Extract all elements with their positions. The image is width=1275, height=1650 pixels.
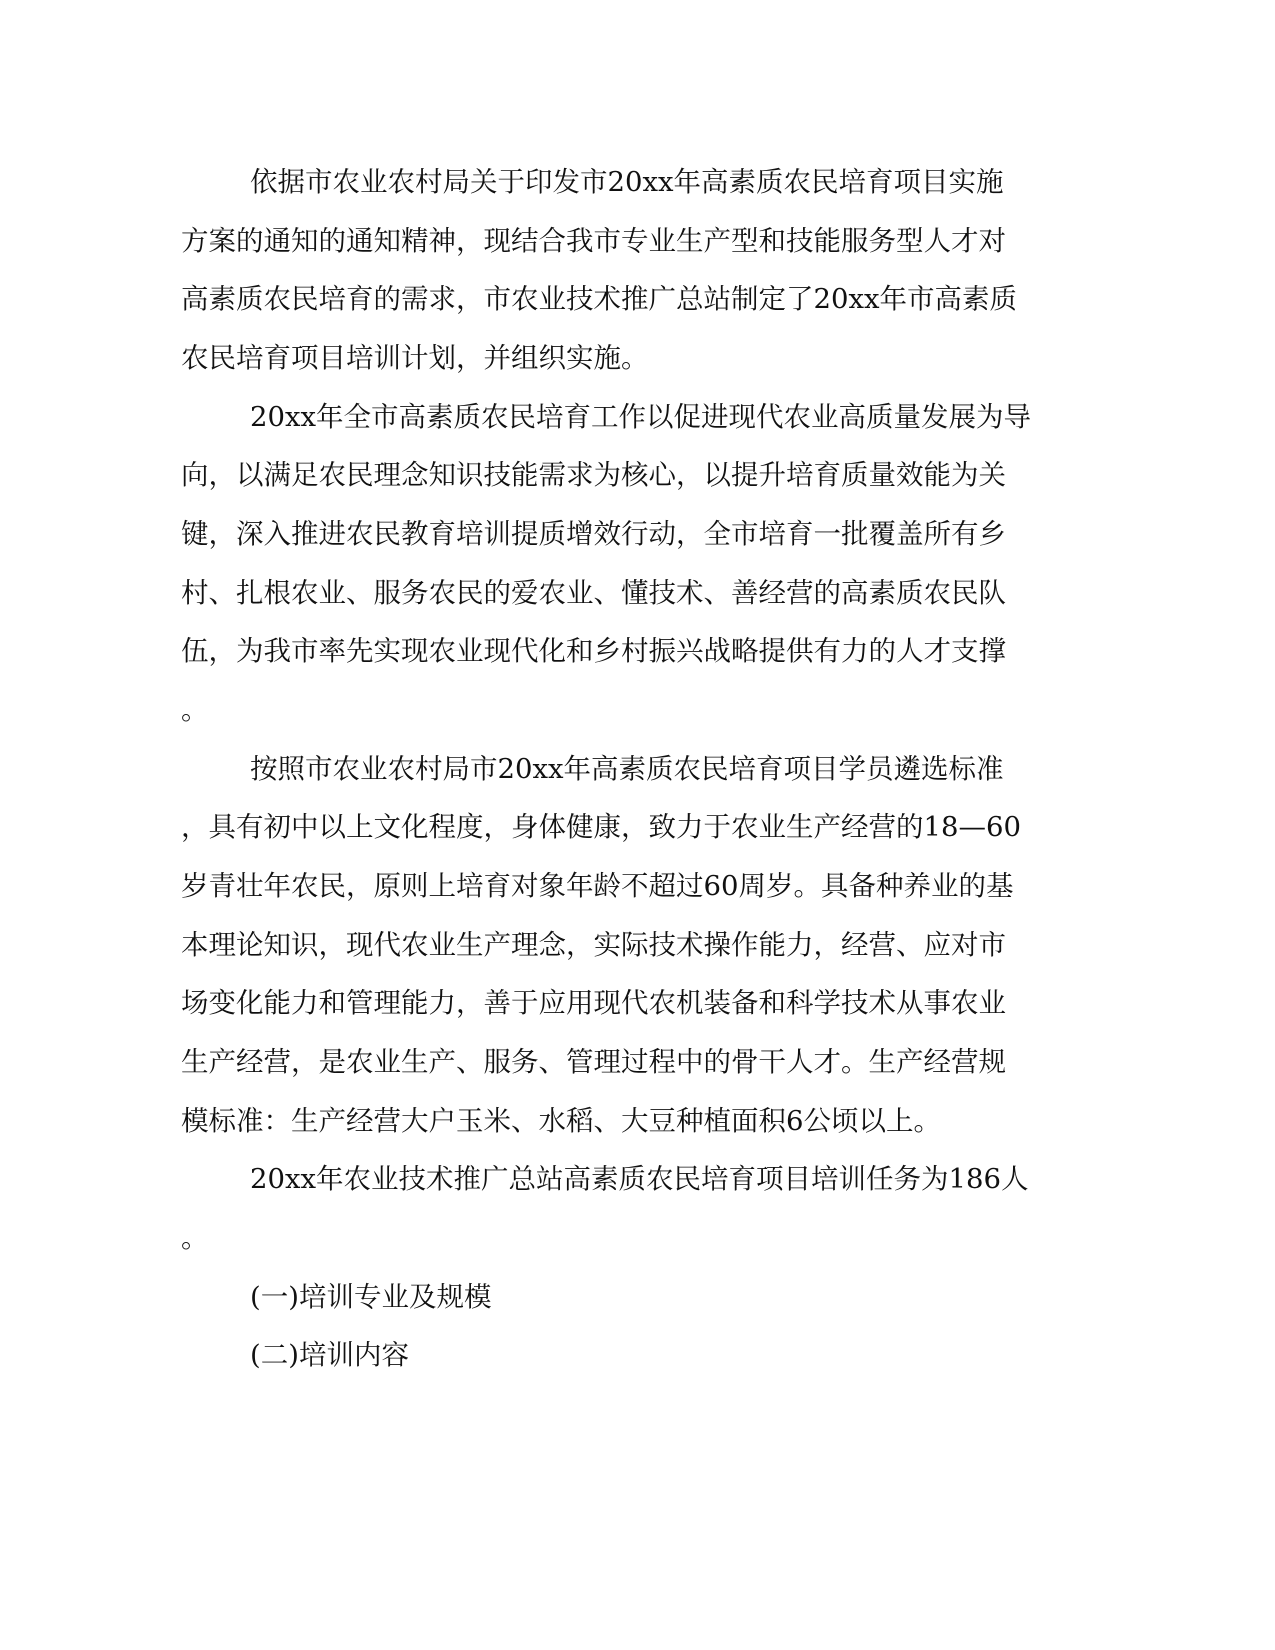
paragraph-2-line-1: 20xx年全市高素质农民培育工作以促进现代农业高质量发展为导 — [250, 401, 1032, 433]
section-heading-training-majors: (一)培训专业及规模 — [250, 1281, 492, 1313]
paragraph-3-line-3: 岁青壮年农民，原则上培育对象年龄不超过60周岁。具备种养业的基 — [181, 870, 1014, 902]
paragraph-4-line-2: 。 — [181, 1222, 209, 1254]
paragraph-1-line-4: 农民培育项目培训计划，并组织实施。 — [181, 342, 649, 374]
paragraph-3-line-6: 生产经营，是农业生产、服务、管理过程中的骨干人才。生产经营规 — [181, 1046, 1006, 1078]
paragraph-1-line-1: 依据市农业农村局关于印发市20xx年高素质农民培育项目实施 — [250, 166, 1004, 198]
paragraph-3-line-1: 按照市农业农村局市20xx年高素质农民培育项目学员遴选标准 — [250, 753, 1004, 785]
paragraph-2-line-5: 伍，为我市率先实现农业现代化和乡村振兴战略提供有力的人才支撑 — [181, 635, 1006, 667]
section-heading-training-content: (二)培训内容 — [250, 1339, 409, 1371]
paragraph-1-line-2: 方案的通知的通知精神，现结合我市专业生产型和技能服务型人才对 — [181, 225, 1006, 257]
paragraph-2-line-3: 键，深入推进农民教育培训提质增效行动，全市培育一批覆盖所有乡 — [181, 518, 1006, 550]
paragraph-2-line-6: 。 — [181, 694, 209, 726]
paragraph-2-line-4: 村、扎根农业、服务农民的爱农业、懂技术、善经营的高素质农民队 — [181, 577, 1006, 609]
paragraph-3-line-4: 本理论知识，现代农业生产理念，实际技术操作能力，经营、应对市 — [181, 929, 1006, 961]
paragraph-3-line-5: 场变化能力和管理能力，善于应用现代农机装备和科学技术从事农业 — [181, 987, 1006, 1019]
paragraph-2-line-2: 向，以满足农民理念知识技能需求为核心，以提升培育质量效能为关 — [181, 459, 1006, 491]
paragraph-3-line-2: ，具有初中以上文化程度，身体健康，致力于农业生产经营的18—60 — [181, 811, 1021, 843]
paragraph-4-line-1: 20xx年农业技术推广总站高素质农民培育项目培训任务为186人 — [250, 1163, 1029, 1195]
paragraph-1-line-3: 高素质农民培育的需求，市农业技术推广总站制定了20xx年市高素质 — [181, 283, 1018, 315]
paragraph-3-line-7: 模标准：生产经营大户玉米、水稻、大豆种植面积6公顷以上。 — [181, 1105, 941, 1137]
